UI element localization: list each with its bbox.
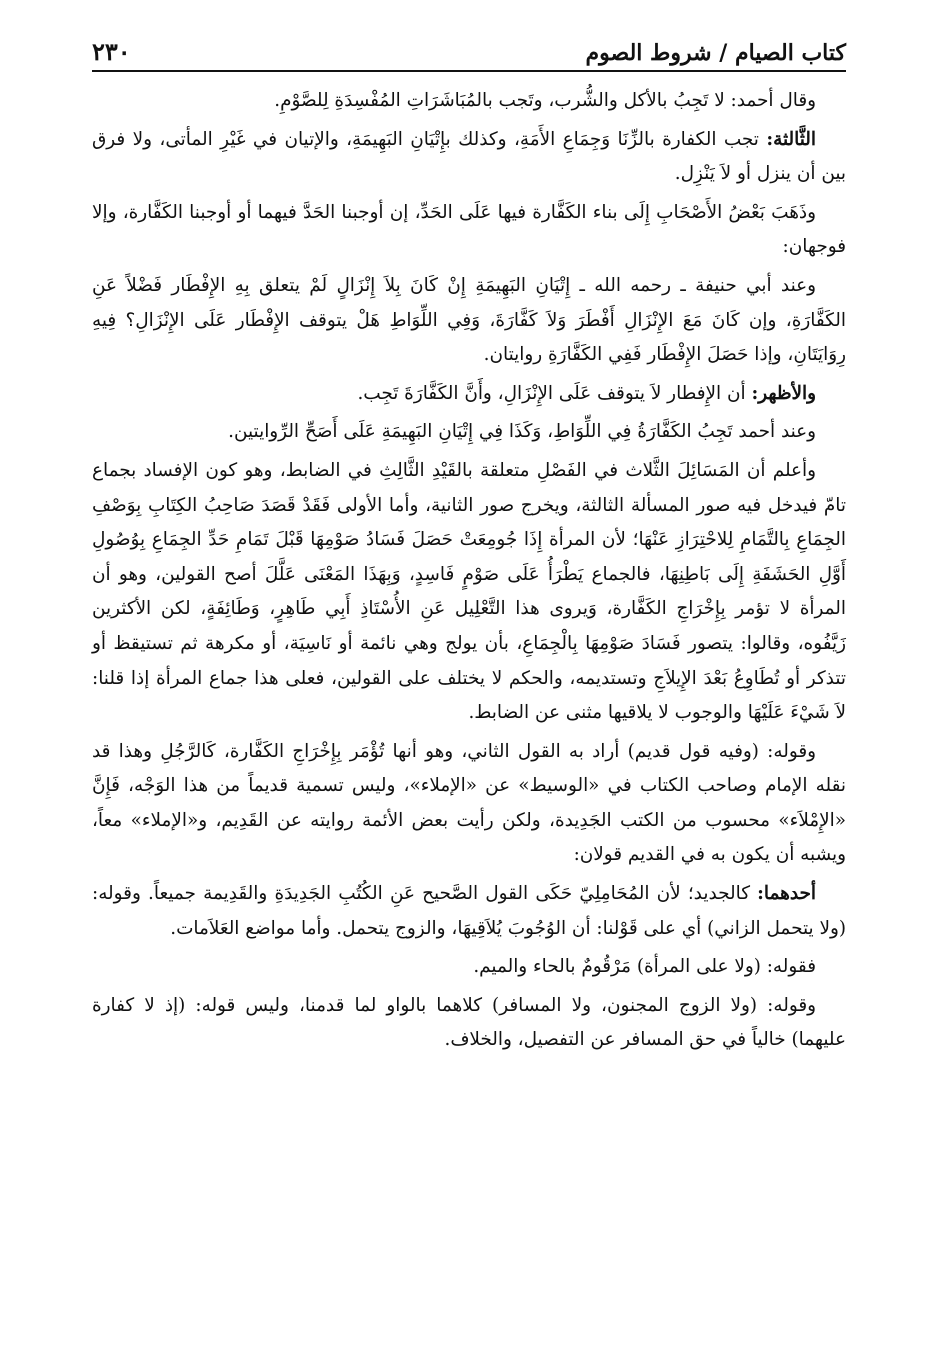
paragraph bbox=[92, 877, 846, 946]
paragraph bbox=[92, 123, 846, 192]
paragraph-text: أن الإِفطار لاَ يتوقف عَلَى الإِنْزَالِ، وأَنَّ الكَفَّارَةَ تَجِب. bbox=[357, 382, 752, 404]
paragraph-lead: أحدهما: bbox=[757, 883, 816, 905]
paragraph-text: وذَهَبَ بَعْضُ الأَصْحَابِ إِلَى بناء الكَفَّارة فيها عَلَى الحَدِّ، إن أوجبنا الحَدَّ فيهما أو أوجبنا الكَفَّارة، وإلا فوجهان: bbox=[92, 201, 846, 258]
paragraph-text: وقال أحمد: لا تَجِبُ بالأكل والشُّرب، وتَجب بالمُبَاشَرَاتِ المُفْسِدَةِ لِلصَّوْمِ. bbox=[274, 90, 816, 111]
paragraph-text: تجب الكفارة بالزِّنَا وَجِمَاعِ الأَمَةِ، وكذلك بإِتْيَانِ البَهِيمَةِ، والإتيان في غَيْرِ المأتى، ولا فرق بين أن ينزل أو لاَ يَنْزِل. bbox=[92, 128, 846, 185]
running-header bbox=[92, 28, 846, 72]
paragraph-text: وقوله: (وفيه قول قديم) أراد به القول الثاني، وهو أنها تُؤْمَر بِإِخْرَاجِ الكَفَّارة، كَالرَّجُلِ وهذا قد نقله الإمام وصاحب الكتاب في «الوسيط» عن «الإملاء»، وليس تسمية قديماً من هذا الوَجْه، فَإِنَّ «الإِمْلاَء» محسوب من الكتب الجَدِيدة، ولكن رأيت بعض الأئمة روايته عن القَدِيم، و«الإملاء» معاً، ويشبه أن يكون به في القديم قولان: bbox=[92, 740, 846, 866]
paragraph bbox=[92, 269, 846, 373]
paragraph-text: وأعلم أن المَسَائِلَ الثَّلاث في الفَصْلِ متعلقة بالقَيْدِ الثَّالِثِ في الضابط، وهو كون الإفساد بجماع تامّ فيدخل فيه صور المسألة الثالثة، ويخرج صور الثانية، وأما الأولى فَقَدْ قَصَدَ صَاحِبُ الكِتَابِ بِوَصْفِ الجِمَاعِ بِالتَّمَامِ لِلاحْتِرَازِ عَنْهَا؛ لأن المرأة إِذَا جُومِعَتْ حَصَلَ فَسَادُ صَوْمِهَا قَبْلَ تَمَامِ حَدِّ الجِمَاعِ بِوُصُولِ أَوَّلِ الحَشَفَةِ إِلَى بَاطِنِهَا، فالجماع يَطْرَأُ عَلَى صَوْمٍ فَاسِدٍ، وَبِهَذَا المَعْنَى عَلَّلَ أصح القولين، وهو أن المرأة لا تؤمر بِإِخْرَاجِ الكَفَّارة، وَيروى هذا التَّعْلِيل عَنِ الأُسْتَاذِ أَبِي طَاهِرٍ، وَطَائِفَةٍ، لكن الأكثرين زَيَّفُوه، وقالوا: يتصور فَسَادَ صَوْمِهَا بِالْجِمَاعِ، بأن يولج وهي نائمة أو نَاسِيَة، أو مكرهة ثم تستيقظ أو تتذكر أو تُطَاوِعُ بَعْدَ الإِيلاَجِ وتستديمه، والحكم لا يختلف على القولين، فعلى هذا جماع المرأة إذا قلنا: لاَ شَيْءَ عَلَيْهَا والوجوب لا يلاقيها مثنى عن الضابط. bbox=[92, 459, 846, 724]
paragraph bbox=[92, 989, 846, 1058]
paragraph bbox=[92, 950, 846, 985]
paragraph-lead: والأظهر: bbox=[751, 382, 816, 404]
paragraph-text: وقوله: (ولا الزوج المجنون، ولا المسافر) كلاهما بالواو لما قدمنا، وليس قوله: (إذ لا كفارة عليهما) خالياً في حق المسافر عن التفصيل، والخلاف. bbox=[92, 994, 846, 1051]
header-title: كتاب الصيام / شروط الصوم bbox=[585, 40, 846, 66]
paragraph bbox=[92, 454, 846, 731]
paragraph bbox=[92, 735, 846, 873]
body-text bbox=[92, 84, 846, 1058]
paragraph bbox=[92, 415, 846, 450]
paragraph-text: وعند أبي حنيفة ـ رحمه الله ـ إِتْيَانِ البَهِيمَةِ إِنْ كَانَ بِلاَ إِنْزَالٍ لَمْ يتعلق بِهِ الإِفْطَار فَضْلاً عَنِ الكَفَّارَةِ، وإن كَانَ مَعَ الإِنْزَالِ أَفْطَرَ وَلاَ كَفَّارَةَ، وَفِي اللِّوَاطِ هَلْ يتوقف الإِفْطَار عَلَى الإِنْزَالِ؟ فِيهِ رِوَايَتَانِ، وإذا حَصَلَ الإِفْطَار فَفِي الكَفَّارَةِ روايتان. bbox=[92, 274, 846, 366]
paragraph-text: كالجديد؛ لأن المُحَامِلِيّ حَكَى القول الصَّحيح عَنِ الكُتُبِ الجَدِيدَةِ والقَدِيمة جميعاً. وقوله: (ولا يتحمل الزاني) أي على قَوْلنا: أن الوُجُوبَ يُلاَقِيهَا، والزوج يتحمل. وأما مواضع العَلاَمات. bbox=[92, 883, 846, 939]
paragraph-lead: الثَّالثة: bbox=[766, 128, 816, 150]
paragraph-text: وعند أحمد تَجِبُ الكَفَّارَةُ فِي اللِّوَاطِ، وَكَذَا فِي إِتْيَانِ البَهِيمَةِ عَلَى أَصَحِّ الرِّوايتين. bbox=[228, 421, 816, 443]
paragraph bbox=[92, 377, 846, 412]
page-number: ٢٣٠ bbox=[92, 37, 131, 66]
paragraph bbox=[92, 196, 846, 265]
paragraph-text: فقوله: (ولا على المرأة) مَرْقُومٌ بالحاء والميم. bbox=[473, 956, 816, 978]
paragraph bbox=[92, 84, 846, 119]
